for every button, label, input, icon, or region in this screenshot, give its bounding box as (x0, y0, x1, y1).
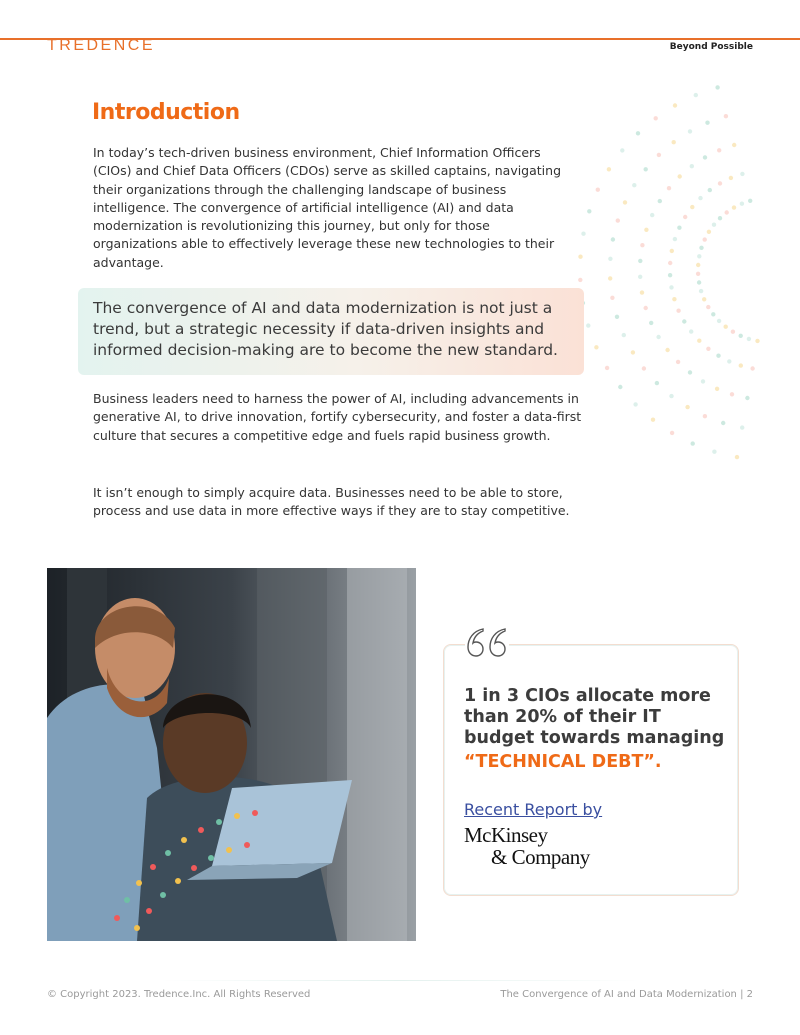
decor-dot (631, 350, 635, 354)
decor-dot (724, 114, 728, 118)
decor-dot (608, 257, 612, 261)
decor-dot (715, 387, 719, 391)
footer-doc-title: The Convergence of AI and Data Modernization | 2 (500, 989, 753, 1000)
decor-dot (586, 323, 590, 327)
decor-dot (620, 148, 624, 152)
decor-dot (706, 347, 710, 351)
decor-dot (735, 455, 739, 459)
decor-dot (623, 200, 627, 204)
decor-dot (682, 319, 686, 323)
photo-illustration (47, 568, 416, 941)
decor-dot (691, 441, 695, 445)
decor-dot (667, 186, 671, 190)
decor-dot (718, 181, 722, 185)
decor-dot (706, 305, 710, 309)
decor-dot (622, 333, 626, 337)
decor-dot (717, 319, 721, 323)
decor-dot (676, 360, 680, 364)
decor-dot (690, 164, 694, 168)
intro-paragraph: In today’s tech-driven business environment, Chief Information Officers (CIOs) and Chief Data Officers (CDOs) serve as skilled captains, navigating their organizations through the challenging landscape of business intelligence. The convergence of artificial intelligence (AI) and data modernization is revolutionizing this journey, but only for those organizations able to effectively leverage these new technologies to their advantage. (93, 145, 562, 270)
decor-dot (696, 263, 700, 267)
decor-dot (657, 153, 661, 157)
decor-dot (670, 249, 674, 253)
decor-dot (725, 210, 729, 214)
decor-dot (655, 381, 659, 385)
section-heading: Introduction (92, 100, 240, 125)
decor-dot (668, 261, 672, 265)
decor-dot (698, 196, 702, 200)
decor-dot (747, 337, 751, 341)
decor-dot (633, 402, 637, 406)
decor-dot (638, 259, 642, 263)
body-paragraph-2: Business leaders need to harness the power of AI, including advancements in generative AI, to drive innovation, fortify cybersecurity, and foster a data-first culture that secures a competitive edge and fuels rapid business growth. (93, 391, 582, 443)
decor-dot (677, 226, 681, 230)
decor-dot (673, 103, 677, 107)
decor-dot (649, 321, 653, 325)
decor-dot (650, 213, 654, 217)
decor-dot (703, 155, 707, 159)
decor-dot (729, 176, 733, 180)
dotted-arc-decoration (560, 80, 800, 460)
decor-dot (618, 385, 622, 389)
decor-dot (608, 276, 612, 280)
decor-dot (672, 297, 676, 301)
decor-dot (688, 370, 692, 374)
footer-copyright: © Copyright 2023. Tredence.Inc. All Rights Reserved (47, 989, 311, 1000)
decor-dot (697, 339, 701, 343)
decor-dot (707, 230, 711, 234)
decor-dot (696, 272, 700, 276)
decor-dot (708, 188, 712, 192)
decor-dot (611, 237, 615, 241)
quote-icon (465, 625, 509, 659)
decor-dot (678, 174, 682, 178)
decor-dot (699, 289, 703, 293)
decor-dot (654, 116, 658, 120)
decor-dot (717, 148, 721, 152)
decor-dot (672, 140, 676, 144)
mckinsey-logo-line2: & Company (491, 845, 590, 869)
decor-dot (616, 218, 620, 222)
decor-dot (748, 199, 752, 203)
stat-highlight: “TECHNICAL DEBT”. (464, 752, 662, 772)
decor-dot (683, 215, 687, 219)
decor-dot (712, 223, 716, 227)
body-paragraph-3: It isn’t enough to simply acquire data. Businesses need to be able to store, process and use data in more effective ways if they are to stay competitive. (93, 485, 570, 519)
decor-dot (587, 209, 591, 213)
report-link[interactable]: Recent Report by (464, 800, 603, 819)
decor-dot (665, 348, 669, 352)
decor-dot (750, 366, 754, 370)
decor-dot (730, 392, 734, 396)
stat-text: 1 in 3 CIOs allocate more than 20% of their IT budget towards managing (464, 686, 725, 748)
decor-dot (740, 172, 744, 176)
decor-dot (745, 396, 749, 400)
decor-dot (636, 131, 640, 135)
decor-dot (697, 254, 701, 258)
decor-dot (694, 93, 698, 97)
decor-dot (632, 183, 636, 187)
decor-dot (578, 255, 582, 259)
decor-dot (642, 366, 646, 370)
decor-dot (703, 414, 707, 418)
decor-dot (715, 85, 719, 89)
decor-dot (615, 315, 619, 319)
decor-dot (721, 421, 725, 425)
decor-dot (739, 334, 743, 338)
footer-rule (160, 980, 640, 981)
decor-dot (705, 121, 709, 125)
decor-dot (697, 280, 701, 284)
decor-dot (658, 199, 662, 203)
decor-dot (669, 285, 673, 289)
decor-dot (673, 237, 677, 241)
mckinsey-logo-line1: McKinsey (464, 823, 548, 847)
decor-dot (739, 363, 743, 367)
decor-dot (676, 309, 680, 313)
brand-logo: TREDENCE (47, 37, 156, 54)
decor-dot (703, 237, 707, 241)
decor-dot (701, 379, 705, 383)
decor-dot (702, 297, 706, 301)
decor-dot (755, 339, 759, 343)
decor-dot (732, 143, 736, 147)
decor-dot (656, 335, 660, 339)
decor-dot (644, 228, 648, 232)
decor-dot (669, 394, 673, 398)
decor-dot (740, 425, 744, 429)
decor-dot (727, 359, 731, 363)
decor-dot (711, 312, 715, 316)
decor-dot (581, 232, 585, 236)
decor-dot (668, 273, 672, 277)
decor-dot (640, 243, 644, 247)
decor-dot (688, 129, 692, 133)
decor-dot (596, 188, 600, 192)
decor-dot (610, 296, 614, 300)
tagline: Beyond Possible (669, 42, 753, 52)
decor-dot (594, 345, 598, 349)
decor-dot (724, 325, 728, 329)
decor-dot (699, 246, 703, 250)
pull-quote: The convergence of AI and data modernization is not just a trend, but a strategic necessity if data-driven insights and informed decision-making are to become the new standard. (93, 299, 558, 359)
decor-dot (731, 330, 735, 334)
decor-dot (578, 278, 582, 282)
decor-dot (712, 450, 716, 454)
decor-dot (607, 167, 611, 171)
decor-dot (670, 431, 674, 435)
decor-dot (740, 202, 744, 206)
decor-dot (605, 366, 609, 370)
decor-dot (732, 205, 736, 209)
decor-dot (651, 418, 655, 422)
decor-dot (644, 167, 648, 171)
decor-dot (640, 290, 644, 294)
decor-dot (716, 354, 720, 358)
decor-dot (685, 405, 689, 409)
decor-dot (690, 205, 694, 209)
decor-dot (689, 329, 693, 333)
photo-two-men-laptop (47, 568, 416, 941)
decor-dot (638, 275, 642, 279)
decor-dot (644, 306, 648, 310)
decor-dot (718, 216, 722, 220)
